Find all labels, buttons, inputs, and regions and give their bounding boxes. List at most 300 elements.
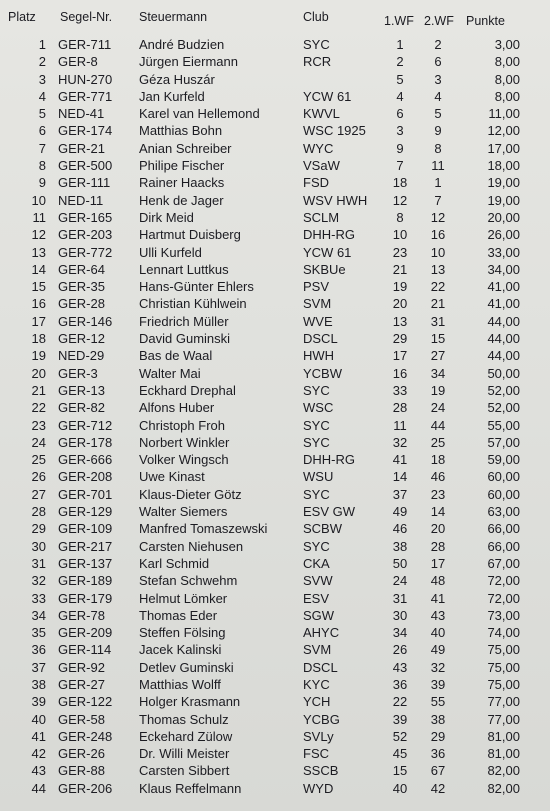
cell-wf1: 22 xyxy=(392,694,408,710)
cell-punkte: 44,00 xyxy=(487,331,520,347)
cell-club: WSV HWH xyxy=(303,192,368,208)
table-row xyxy=(0,399,550,416)
cell-steuermann: Philipe Fischer xyxy=(139,158,225,174)
cell-wf2: 34 xyxy=(430,365,446,381)
cell-club: WYD xyxy=(303,780,334,796)
cell-wf1: 18 xyxy=(392,175,408,191)
cell-wf2: 48 xyxy=(430,573,446,589)
cell-club: DHH-RG xyxy=(303,227,355,243)
cell-platz: 34 xyxy=(31,607,46,623)
cell-punkte: 66,00 xyxy=(487,521,520,537)
cell-club: WVE xyxy=(303,313,333,329)
cell-steuermann: Holger Krasmann xyxy=(139,694,241,710)
cell-steuermann: Klaus-Dieter Götz xyxy=(139,486,242,502)
cell-wf2: 12 xyxy=(430,209,446,225)
cell-punkte: 73,00 xyxy=(487,607,520,623)
table-row xyxy=(0,780,550,797)
table-row xyxy=(0,330,550,347)
table-row xyxy=(0,174,550,191)
cell-wf1: 23 xyxy=(392,244,408,260)
cell-segel-nr: GER-248 xyxy=(58,728,113,744)
cell-segel-nr: NED-11 xyxy=(58,192,104,208)
cell-club: YCW 61 xyxy=(303,88,352,104)
cell-segel-nr: GER-8 xyxy=(58,54,98,70)
cell-platz: 42 xyxy=(31,746,46,762)
cell-punkte: 12,00 xyxy=(487,123,520,139)
cell-steuermann: Hans-Günter Ehlers xyxy=(139,279,254,295)
cell-steuermann: Henk de Jager xyxy=(139,192,224,208)
cell-wf1: 33 xyxy=(392,382,408,398)
cell-platz: 1 xyxy=(38,37,46,52)
cell-wf1: 20 xyxy=(392,296,408,312)
cell-platz: 4 xyxy=(38,88,46,104)
cell-steuermann: Jürgen Eiermann xyxy=(139,54,238,70)
cell-segel-nr: GER-21 xyxy=(58,140,105,156)
cell-segel-nr: GER-711 xyxy=(58,37,112,52)
table-row xyxy=(0,209,550,226)
cell-club: SYC xyxy=(303,382,330,398)
cell-steuermann: Géza Huszár xyxy=(139,71,215,87)
cell-club: WYC xyxy=(303,140,334,156)
cell-steuermann: Helmut Lömker xyxy=(139,590,228,606)
header-punkte: Punkte xyxy=(466,14,505,28)
cell-wf1: 13 xyxy=(392,313,408,329)
cell-steuermann: Friedrich Müller xyxy=(139,313,229,329)
table-row xyxy=(0,745,550,762)
table-row xyxy=(0,71,550,88)
cell-steuermann: Bas de Waal xyxy=(139,348,213,364)
cell-platz: 37 xyxy=(31,659,46,675)
cell-wf1: 29 xyxy=(392,331,408,347)
cell-wf1: 39 xyxy=(392,711,408,727)
table-row xyxy=(0,157,550,174)
cell-platz: 16 xyxy=(31,296,46,312)
cell-punkte: 44,00 xyxy=(487,348,520,364)
cell-steuermann: Lennart Luttkus xyxy=(139,261,229,277)
cell-platz: 24 xyxy=(31,434,46,450)
cell-segel-nr: GER-111 xyxy=(58,175,111,191)
cell-platz: 21 xyxy=(31,382,46,398)
cell-steuermann: Dirk Meid xyxy=(139,209,194,225)
cell-segel-nr: GER-178 xyxy=(58,434,113,450)
header-wf1: 1.WF xyxy=(384,14,414,28)
cell-wf2: 3 xyxy=(434,71,442,87)
cell-wf1: 52 xyxy=(392,728,408,744)
cell-segel-nr: GER-27 xyxy=(58,676,105,692)
cell-punkte: 34,00 xyxy=(487,261,520,277)
cell-punkte: 82,00 xyxy=(487,780,520,796)
cell-wf1: 10 xyxy=(392,227,408,243)
cell-wf1: 28 xyxy=(392,400,408,416)
cell-platz: 5 xyxy=(38,106,46,122)
cell-wf2: 1 xyxy=(434,175,442,191)
cell-punkte: 50,00 xyxy=(487,365,520,381)
cell-steuermann: Volker Wingsch xyxy=(139,452,229,468)
cell-platz: 41 xyxy=(31,728,46,744)
cell-wf2: 11 xyxy=(431,158,445,174)
cell-platz: 44 xyxy=(31,780,46,796)
cell-wf2: 42 xyxy=(430,780,446,796)
cell-wf1: 38 xyxy=(392,538,408,554)
table-row xyxy=(0,641,550,658)
table-row xyxy=(0,659,550,676)
cell-wf1: 12 xyxy=(392,192,408,208)
cell-punkte: 19,00 xyxy=(487,192,520,208)
cell-club: FSC xyxy=(303,746,329,762)
cell-wf2: 5 xyxy=(434,106,442,122)
cell-steuermann: Thomas Schulz xyxy=(139,711,229,727)
cell-club: CKA xyxy=(303,555,330,571)
cell-wf1: 43 xyxy=(392,659,408,675)
cell-punkte: 8,00 xyxy=(494,71,520,87)
header-segel-nr: Segel-Nr. xyxy=(60,10,113,24)
cell-punkte: 19,00 xyxy=(487,175,520,191)
cell-club: VSaW xyxy=(303,158,340,174)
cell-wf2: 32 xyxy=(430,659,446,675)
table-row xyxy=(0,244,550,261)
cell-steuermann: Klaus Reffelmann xyxy=(139,780,242,796)
cell-steuermann: Uwe Kinast xyxy=(139,469,205,485)
cell-steuermann: Matthias Wolff xyxy=(139,676,221,692)
cell-punkte: 41,00 xyxy=(487,279,520,295)
cell-punkte: 72,00 xyxy=(487,573,520,589)
table-row xyxy=(0,693,550,710)
cell-punkte: 66,00 xyxy=(487,538,520,554)
cell-punkte: 63,00 xyxy=(487,504,520,520)
table-row xyxy=(0,711,550,728)
cell-segel-nr: HUN-270 xyxy=(58,71,113,87)
cell-club: DSCL xyxy=(303,659,338,675)
cell-punkte: 8,00 xyxy=(494,88,520,104)
cell-wf1: 11 xyxy=(393,417,407,433)
cell-punkte: 75,00 xyxy=(487,642,520,658)
cell-platz: 8 xyxy=(38,158,46,174)
cell-platz: 31 xyxy=(31,555,46,571)
cell-steuermann: Christian Kühlwein xyxy=(139,296,247,312)
cell-platz: 38 xyxy=(31,676,46,692)
cell-wf1: 17 xyxy=(392,348,408,364)
cell-platz: 28 xyxy=(31,504,46,520)
table-row xyxy=(0,382,550,399)
cell-wf2: 25 xyxy=(430,434,446,450)
cell-platz: 43 xyxy=(31,763,46,779)
cell-segel-nr: GER-35 xyxy=(58,279,105,295)
cell-steuermann: Steffen Fölsing xyxy=(139,625,226,641)
cell-segel-nr: GER-92 xyxy=(58,659,105,675)
cell-steuermann: Norbert Winkler xyxy=(139,434,230,450)
cell-punkte: 57,00 xyxy=(487,434,520,450)
cell-wf1: 8 xyxy=(396,209,404,225)
cell-segel-nr: GER-701 xyxy=(58,486,113,502)
table-row xyxy=(0,295,550,312)
cell-platz: 19 xyxy=(31,348,46,364)
cell-punkte: 81,00 xyxy=(487,746,520,762)
cell-wf1: 45 xyxy=(392,746,408,762)
cell-steuermann: Ulli Kurfeld xyxy=(139,244,202,260)
cell-segel-nr: GER-206 xyxy=(58,780,113,796)
cell-wf2: 10 xyxy=(430,244,446,260)
cell-wf2: 17 xyxy=(430,555,446,571)
cell-club: SYC xyxy=(303,538,330,554)
cell-platz: 25 xyxy=(31,452,46,468)
cell-wf1: 1 xyxy=(396,37,404,52)
cell-steuermann: Jan Kurfeld xyxy=(139,88,205,104)
cell-platz: 9 xyxy=(38,175,46,191)
cell-segel-nr: GER-26 xyxy=(58,746,105,762)
cell-steuermann: Christoph Froh xyxy=(139,417,225,433)
table-row xyxy=(0,468,550,485)
cell-segel-nr: GER-772 xyxy=(58,244,113,260)
cell-wf2: 8 xyxy=(434,140,442,156)
cell-wf2: 6 xyxy=(434,54,442,70)
cell-wf2: 43 xyxy=(430,607,446,623)
cell-wf1: 16 xyxy=(392,365,408,381)
cell-punkte: 52,00 xyxy=(487,400,520,416)
cell-platz: 12 xyxy=(31,227,46,243)
cell-wf1: 9 xyxy=(396,140,404,156)
cell-punkte: 72,00 xyxy=(487,590,520,606)
cell-platz: 36 xyxy=(31,642,46,658)
cell-punkte: 11,00 xyxy=(488,106,520,122)
cell-punkte: 74,00 xyxy=(487,625,520,641)
table-row xyxy=(0,434,550,451)
cell-segel-nr: GER-217 xyxy=(58,538,113,554)
table-row xyxy=(0,624,550,641)
cell-steuermann: Eckhard Drephal xyxy=(139,382,236,398)
cell-wf2: 7 xyxy=(434,192,442,208)
table-row xyxy=(0,313,550,330)
cell-wf2: 41 xyxy=(430,590,446,606)
cell-segel-nr: GER-122 xyxy=(58,694,113,710)
cell-club: YCH xyxy=(303,694,331,710)
cell-wf2: 28 xyxy=(430,538,446,554)
cell-club: ESV xyxy=(303,590,330,606)
cell-wf1: 26 xyxy=(392,642,408,658)
cell-segel-nr: NED-41 xyxy=(58,106,105,122)
table-header xyxy=(0,10,550,32)
cell-platz: 13 xyxy=(31,244,46,260)
cell-wf2: 19 xyxy=(430,382,446,398)
cell-punkte: 41,00 xyxy=(487,296,520,312)
cell-platz: 7 xyxy=(38,140,46,156)
cell-club: DHH-RG xyxy=(303,452,355,468)
cell-punkte: 33,00 xyxy=(487,244,520,260)
cell-punkte: 18,00 xyxy=(487,158,520,174)
cell-platz: 39 xyxy=(31,694,46,710)
cell-wf1: 46 xyxy=(392,521,408,537)
cell-platz: 2 xyxy=(38,54,46,70)
cell-wf2: 24 xyxy=(430,400,446,416)
cell-wf1: 14 xyxy=(392,469,408,485)
cell-segel-nr: GER-12 xyxy=(58,331,105,347)
cell-wf1: 30 xyxy=(392,607,408,623)
cell-platz: 35 xyxy=(31,625,46,641)
cell-club: RCR xyxy=(303,54,332,70)
cell-segel-nr: GER-189 xyxy=(58,573,113,589)
cell-wf1: 7 xyxy=(396,158,404,174)
table-row xyxy=(0,607,550,624)
cell-steuermann: Hartmut Duisberg xyxy=(139,227,241,243)
cell-wf2: 22 xyxy=(430,279,446,295)
cell-segel-nr: GER-712 xyxy=(58,417,113,433)
cell-punkte: 52,00 xyxy=(487,382,520,398)
cell-wf2: 14 xyxy=(430,504,446,520)
cell-segel-nr: GER-500 xyxy=(58,158,113,174)
cell-platz: 6 xyxy=(38,123,46,139)
cell-club: WSC 1925 xyxy=(303,123,366,139)
cell-wf2: 15 xyxy=(430,331,446,347)
cell-steuermann: Walter Mai xyxy=(139,365,201,381)
cell-club: SVLy xyxy=(303,728,334,744)
cell-club: SVW xyxy=(303,573,333,589)
cell-wf2: 44 xyxy=(430,417,446,433)
table-row xyxy=(0,140,550,157)
cell-club: DSCL xyxy=(303,331,338,347)
cell-punkte: 77,00 xyxy=(487,694,520,710)
cell-steuermann: David Guminski xyxy=(139,331,231,347)
table-row xyxy=(0,676,550,693)
cell-wf1: 15 xyxy=(392,763,408,779)
table-row xyxy=(0,226,550,243)
table-row xyxy=(0,590,550,607)
cell-wf1: 19 xyxy=(392,279,408,295)
cell-segel-nr: GER-58 xyxy=(58,711,105,727)
cell-wf2: 18 xyxy=(430,452,446,468)
cell-club: FSD xyxy=(303,175,329,191)
table-row xyxy=(0,122,550,139)
cell-punkte: 3,00 xyxy=(494,37,520,52)
cell-punkte: 59,00 xyxy=(487,452,520,468)
table-row xyxy=(0,451,550,468)
cell-wf2: 38 xyxy=(430,711,446,727)
cell-segel-nr: GER-666 xyxy=(58,452,113,468)
cell-wf1: 41 xyxy=(392,452,408,468)
cell-wf2: 67 xyxy=(430,763,446,779)
cell-wf1: 49 xyxy=(392,504,408,520)
cell-wf2: 31 xyxy=(430,313,446,329)
cell-wf2: 16 xyxy=(430,227,446,243)
cell-segel-nr: GER-13 xyxy=(58,382,105,398)
cell-platz: 22 xyxy=(31,400,46,416)
cell-wf2: 9 xyxy=(434,123,442,139)
cell-platz: 29 xyxy=(31,521,46,537)
cell-club: YCW 61 xyxy=(303,244,352,260)
header-platz: Platz xyxy=(8,10,36,24)
table-row xyxy=(0,88,550,105)
cell-wf1: 37 xyxy=(392,486,408,502)
cell-segel-nr: GER-129 xyxy=(58,504,113,520)
cell-club: WSC xyxy=(303,400,334,416)
cell-club: SSCB xyxy=(303,763,339,779)
cell-wf2: 13 xyxy=(430,261,446,277)
cell-wf2: 40 xyxy=(430,625,446,641)
cell-wf2: 39 xyxy=(430,676,446,692)
cell-steuermann: André Budzien xyxy=(139,37,225,52)
cell-wf2: 27 xyxy=(430,348,446,364)
cell-club: HWH xyxy=(303,348,335,364)
table-row xyxy=(0,347,550,364)
cell-platz: 30 xyxy=(31,538,46,554)
cell-wf1: 2 xyxy=(396,54,404,70)
table-row xyxy=(0,572,550,589)
cell-wf1: 34 xyxy=(392,625,408,641)
cell-segel-nr: GER-64 xyxy=(58,261,105,277)
table-row xyxy=(0,417,550,434)
cell-platz: 32 xyxy=(31,573,46,589)
cell-platz: 23 xyxy=(31,417,46,433)
cell-punkte: 17,00 xyxy=(487,140,520,156)
table-row xyxy=(0,538,550,555)
table-row xyxy=(0,762,550,779)
table-row xyxy=(0,261,550,278)
cell-wf1: 36 xyxy=(392,676,408,692)
cell-platz: 20 xyxy=(31,365,46,381)
cell-platz: 3 xyxy=(38,71,46,87)
cell-punkte: 75,00 xyxy=(487,676,520,692)
cell-platz: 14 xyxy=(31,261,46,277)
cell-platz: 11 xyxy=(32,209,46,225)
cell-platz: 17 xyxy=(31,313,46,329)
header-club: Club xyxy=(303,10,329,24)
cell-segel-nr: GER-203 xyxy=(58,227,113,243)
cell-steuermann: Matthias Bohn xyxy=(139,123,223,139)
cell-club: YCBW xyxy=(303,365,342,381)
cell-platz: 26 xyxy=(31,469,46,485)
cell-wf2: 2 xyxy=(434,37,442,52)
cell-segel-nr: GER-114 xyxy=(58,642,112,658)
cell-punkte: 67,00 xyxy=(487,555,520,571)
cell-punkte: 81,00 xyxy=(487,728,520,744)
cell-steuermann: Jacek Kalinski xyxy=(139,642,222,658)
cell-club: WSU xyxy=(303,469,334,485)
cell-club: YCBG xyxy=(303,711,340,727)
cell-club: SYC xyxy=(303,486,330,502)
cell-wf1: 32 xyxy=(392,434,408,450)
cell-club: SYC xyxy=(303,417,330,433)
header-steuermann: Steuermann xyxy=(139,10,208,24)
cell-steuermann: Eckehard Zülow xyxy=(139,728,233,744)
cell-steuermann: Alfons Huber xyxy=(139,400,215,416)
cell-segel-nr: GER-137 xyxy=(58,555,113,571)
cell-punkte: 82,00 xyxy=(487,763,520,779)
cell-platz: 18 xyxy=(31,331,46,347)
cell-steuermann: Anian Schreiber xyxy=(139,140,232,156)
cell-wf2: 29 xyxy=(430,728,446,744)
results-table xyxy=(0,36,550,797)
table-row xyxy=(0,503,550,520)
cell-wf2: 20 xyxy=(430,521,446,537)
table-row xyxy=(0,36,550,53)
cell-wf2: 36 xyxy=(430,746,446,762)
cell-segel-nr: GER-28 xyxy=(58,296,105,312)
cell-segel-nr: NED-29 xyxy=(58,348,105,364)
cell-punkte: 75,00 xyxy=(487,659,520,675)
cell-platz: 15 xyxy=(31,279,46,295)
cell-punkte: 20,00 xyxy=(487,209,520,225)
cell-club: KYC xyxy=(303,676,330,692)
cell-steuermann: Karl Schmid xyxy=(139,555,210,571)
cell-club: ESV GW xyxy=(303,504,356,520)
cell-segel-nr: GER-209 xyxy=(58,625,113,641)
cell-club: PSV xyxy=(303,279,330,295)
cell-wf2: 23 xyxy=(430,486,446,502)
cell-segel-nr: GER-78 xyxy=(58,607,105,623)
cell-wf1: 24 xyxy=(392,573,408,589)
table-row xyxy=(0,105,550,122)
cell-punkte: 77,00 xyxy=(487,711,520,727)
cell-wf1: 21 xyxy=(392,261,408,277)
cell-wf1: 50 xyxy=(392,555,408,571)
